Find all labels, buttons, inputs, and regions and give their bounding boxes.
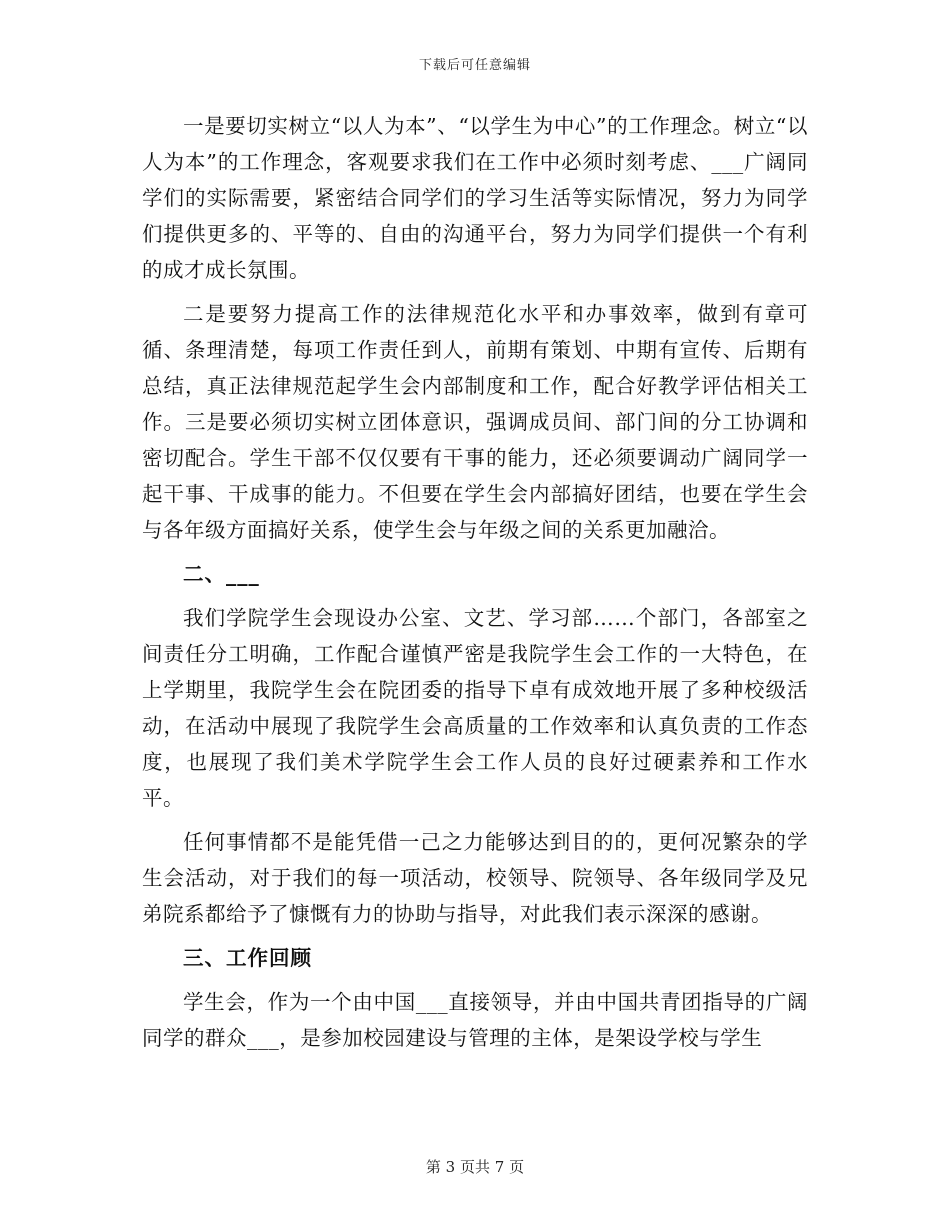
- paragraph-5: 学生会，作为一个由中国___直接领导，并由中国共青团指导的广阔同学的群众___，是参加校园建设与管理的主体，是架设学校与学生: [142, 990, 808, 1050]
- paragraph-1: 一是要切实树立“以人为本”、“以学生为中心”的工作理念。树立“以人为本”的工作理念，客观要求我们在工作中必须时刻考虑、___广阔同学们的实际需要，紧密结合同学们的学习生活等实际情况，努力为同学们提供更多的、平等的、自由的沟通平台，努力为同学们提供一个有利的成才成长氛围。: [142, 114, 808, 282]
- document-body: [142, 108, 808, 1056]
- paragraph-3: 我们学院学生会现设办公室、文艺、学习部……个部门，各部室之间责任分工明确，工作配合谨慎严密是我院学生会工作的一大特色，在上学期里，我院学生会在院团委的指导下卓有成效地开展了多种校级活动，在活动中展现了我院学生会高质量的工作效率和认真负责的工作态度，也展现了我们美术学院学生会工作人员的良好过硬素养和工作水平。: [142, 606, 808, 810]
- page-number: 第 3 页共 7 页: [425, 1158, 525, 1176]
- section-heading-2: 二、___: [183, 562, 260, 586]
- section-heading-3: 三、工作回顾: [183, 946, 312, 970]
- paragraph-4: 任何事情都不是能凭借一己之力能够达到目的的，更何况繁杂的学生会活动，对于我们的每一项活动，校领导、院领导、各年级同学及兄弟院系都给予了慷慨有力的协助与指导，对此我们表示深深的感谢。: [142, 830, 808, 926]
- page-header-note: 下载后可任意编辑: [418, 58, 531, 73]
- paragraph-2: 二是要努力提高工作的法律规范化水平和办事效率，做到有章可循、条理清楚，每项工作责任到人，前期有策划、中期有宣传、后期有总结，真正法律规范起学生会内部制度和工作，配合好教学评估相关工作。三是要必须切实树立团体意识，强调成员间、部门间的分工协调和密切配合。学生干部不仅仅要有干事的能力，还必须要调动广阔同学一起干事、干成事的能力。不但要在学生会内部搞好团结，也要在学生会与各年级方面搞好关系，使学生会与年级之间的关系更加融洽。: [142, 302, 808, 542]
